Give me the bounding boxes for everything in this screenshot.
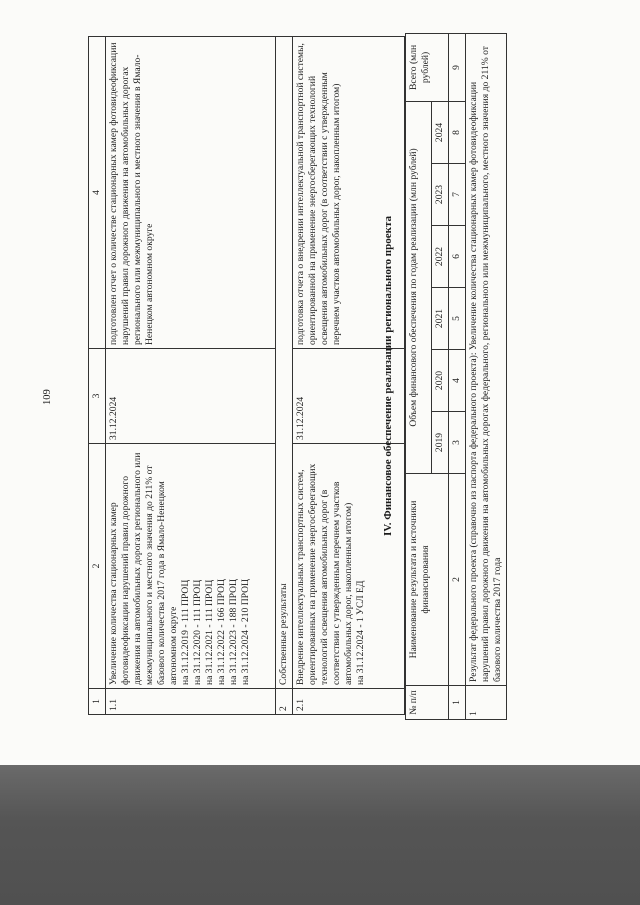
column-number: 2 (449, 474, 466, 686)
year-cell: 2023 (432, 164, 449, 226)
year-cell: 2021 (432, 288, 449, 350)
column-number: 5 (449, 288, 466, 350)
section-label: Собственные результаты (276, 37, 293, 689)
federal-result-text: Результат федерального проекта (справочно из паспорта федерального проекта): Увеличение количества стационарных камер фотовидеофиксации нарушений правил дорожного движения на автомобильных дорогах федерального, регионального или межмуниципального, местного значения до 211% от базового количества 2017 года (466, 33, 507, 685)
milestone: на 31.12.2024 - 1 УСЛ ЕД (355, 580, 366, 685)
header-name: Наименование результата и источники финансирования (406, 474, 449, 686)
header-number: № п/п (406, 686, 449, 720)
result-text: Увеличение количества стационарных камер фотовидеофиксации нарушений правил дорожного движения на автомобильных дорогах регионального или межмуниципального и местного значения до 211% от базового количества 2017 года в Ямало-Ненецком автономном округе (108, 452, 179, 685)
header-cell: 3 (89, 349, 106, 444)
header-volume: Объем финансового обеспечения по годам реализации (млн рублей) (406, 101, 432, 473)
header-cell: 4 (89, 37, 106, 349)
header-total: Всего (млн рублей) (406, 33, 449, 101)
table-row (466, 33, 507, 719)
row-number: 2 (276, 689, 293, 715)
section-title: IV. Финансовое обеспечение реализации регионального проекта (382, 215, 394, 537)
column-number: 6 (449, 226, 466, 288)
year-cell: 2020 (432, 350, 449, 412)
milestone: на 31.12.2023 - 188 ПРОЦ (228, 579, 239, 685)
column-number: 1 (449, 686, 466, 720)
scan-background (0, 765, 640, 905)
page-number: 109 (42, 389, 53, 405)
deadline: 31.12.2024 (106, 349, 276, 444)
column-number: 9 (449, 33, 466, 101)
result-text: Внедрение интеллектуальных транспортных систем, ориентированных на применение энергосберегающих технологий освещения автомобильных дорог (в соответствии с утвержденным перечнем участков автомобильных дорог, накопленным итогом) (295, 463, 354, 685)
row-number: 2.1 (293, 689, 405, 715)
column-number: 3 (449, 412, 466, 474)
table-row (106, 37, 276, 715)
column-number-row (449, 33, 466, 719)
milestone: на 31.12.2020 - 111 ПРОЦ (192, 579, 203, 685)
results-table (88, 36, 405, 715)
report-description: подготовлен отчет о количестве стационарных камер фотовидеофиксации нарушений правил дорожного движения на автомобильных дорогах регионального или межмуниципального и местного значения в Ямало-Ненецком автономном округе (106, 37, 276, 349)
year-cell: 2024 (432, 101, 449, 163)
column-number: 8 (449, 101, 466, 163)
column-number: 7 (449, 164, 466, 226)
year-cell: 2019 (432, 412, 449, 474)
header-cell: 1 (89, 689, 106, 715)
row-number: 1 (466, 686, 507, 720)
table-row (276, 37, 293, 715)
milestone: на 31.12.2022 - 166 ПРОЦ (216, 579, 227, 685)
deadline: 31.12.2024 (293, 349, 405, 444)
year-cell: 2022 (432, 226, 449, 288)
finance-table (405, 33, 507, 720)
column-number: 4 (449, 350, 466, 412)
report-description: подготовка отчета о внедрении интеллектуальной транспортной системы, ориентированной на применение энергосберегающих технологий освещения автомобильных дорог (в соответствии с утвержденным перечнем участков автомобильных дорог, накопленным итогом) (293, 37, 405, 349)
row-number: 1.1 (106, 689, 276, 715)
header-cell: 2 (89, 444, 106, 689)
milestone: на 31.12.2019 - 111 ПРОЦ (180, 579, 191, 685)
milestone: на 31.12.2021 - 111 ПРОЦ (204, 579, 215, 685)
result-description (106, 444, 276, 689)
milestone: на 31.12.2024 - 210 ПРОЦ (240, 579, 251, 685)
table-header-row (89, 37, 106, 715)
table-header-row (406, 33, 432, 719)
